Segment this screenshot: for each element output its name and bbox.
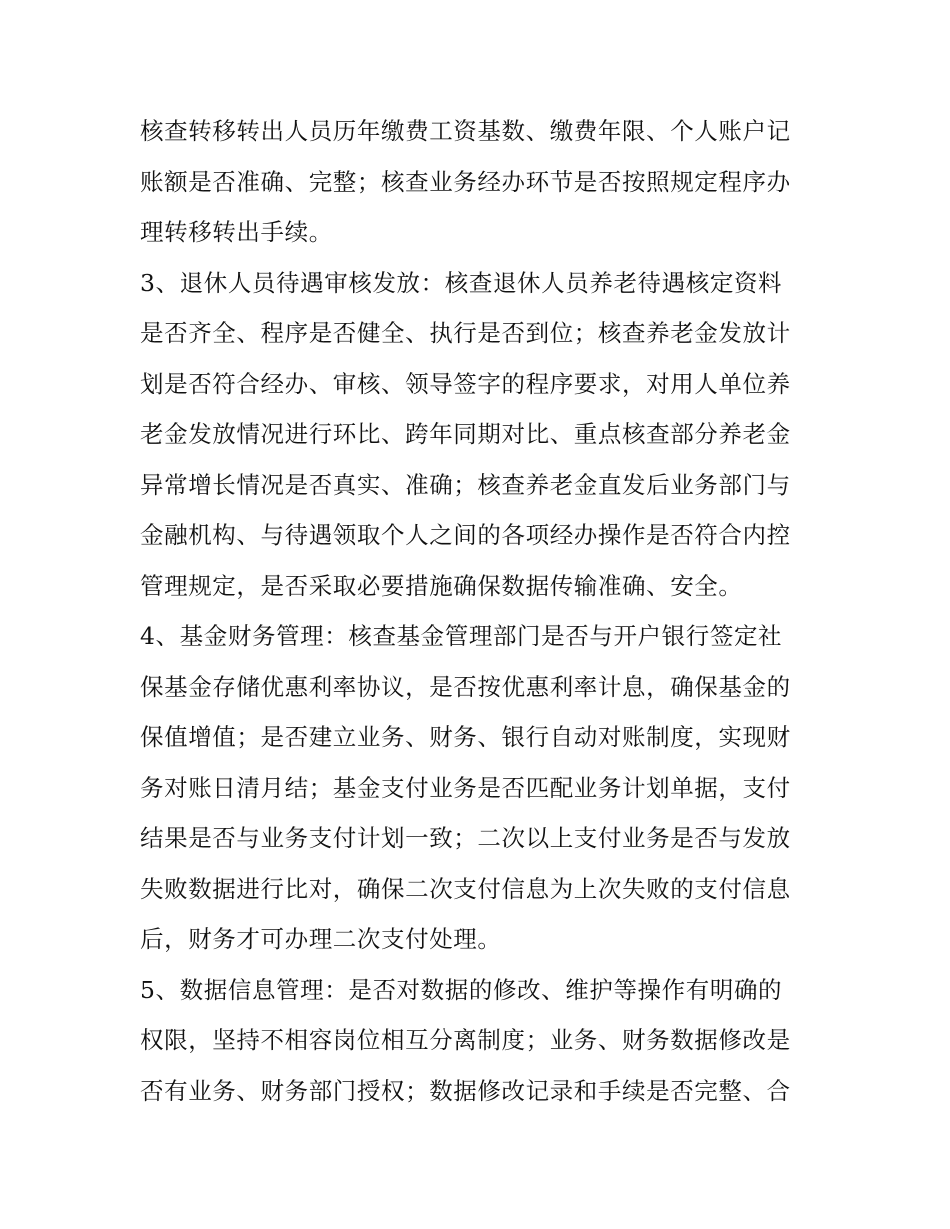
text-line: 5、数据信息管理：是否对数据的修改、维护等操作有明确的 [140, 975, 783, 1004]
text-line: 保基金存储优惠利率协议，是否按优惠利率计息，确保基金的 [140, 672, 791, 701]
text-line: 金融机构、与待遇领取个人之间的各项经办操作是否符合内控 [140, 521, 791, 549]
text-line: 理转移转出手续。 [140, 218, 333, 246]
text-line: 权限，坚持不相容岗位相互分离制度；业务、财务数据修改是 [140, 1026, 791, 1054]
text-line: 异常增长情况是否真实、准确；核查养老金直发后业务部门与 [140, 470, 791, 499]
text-line: 老金发放情况进行环比、跨年同期对比、重点核查部分养老金 [140, 420, 791, 448]
text-line: 结果是否与业务支付计划一致；二次以上支付业务是否与发放 [140, 824, 791, 852]
text-line: 务对账日清月结；基金支付业务是否匹配业务计划单据，支付 [140, 773, 791, 802]
text-line: 账额是否准确、完整；核查业务经办环节是否按照规定程序办 [140, 167, 791, 196]
document-body [140, 106, 820, 1116]
text-line: 是否齐全、程序是否健全、执行是否到位；核查养老金发放计 [140, 319, 791, 347]
text-line: 管理规定，是否采取必要措施确保数据传输准确、安全。 [140, 571, 743, 600]
text-line: 否有业务、财务部门授权；数据修改记录和手续是否完整、合 [140, 1076, 791, 1105]
text-line: 失败数据进行比对，确保二次支付信息为上次失败的支付信息 [140, 874, 791, 903]
text-line: 保值增值；是否建立业务、财务、银行自动对账制度，实现财 [140, 723, 791, 751]
text-line: 核查转移转出人员历年缴费工资基数、缴费年限、个人账户记 [140, 117, 791, 145]
text-line: 3、退休人员待遇审核发放：核查退休人员养老待遇核定资料 [140, 268, 783, 297]
text-line: 划是否符合经办、审核、领导签字的程序要求，对用人单位养 [140, 369, 791, 398]
text-line: 后，财务才可办理二次支付处理。 [140, 925, 502, 953]
text-line: 4、基金财务管理：核查基金管理部门是否与开户银行签定社 [140, 622, 783, 650]
